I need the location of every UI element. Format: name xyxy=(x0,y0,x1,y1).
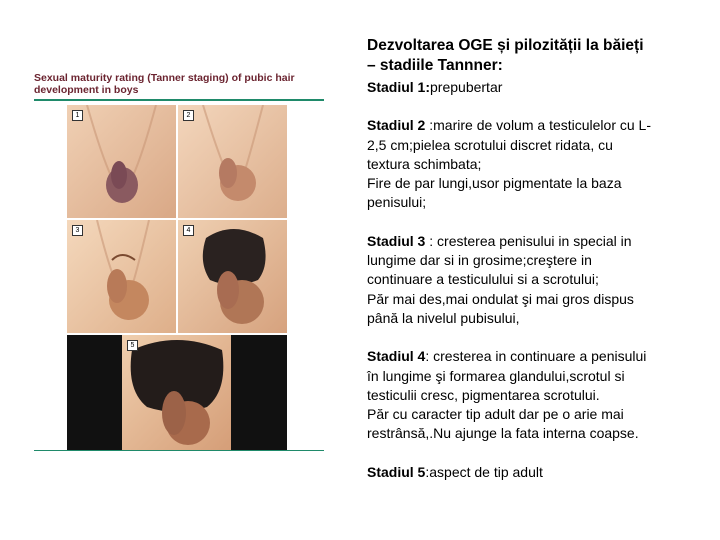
stage-1-label: Stadiul 1: xyxy=(367,79,431,95)
stage-5-number: 5 xyxy=(127,340,138,351)
stage-3-line-3: continuare a testiculului si a scrotului; xyxy=(367,271,599,288)
title-line-1: Dezvoltarea OGE și pilozității la băieți xyxy=(367,37,644,54)
stage-4-line-3: testiculii cresc, pigmentarea scrotului. xyxy=(367,386,600,403)
stage-5-text: :aspect de tip adult xyxy=(425,463,543,480)
stage-2-line-1: :marire de volum a testiculelor cu L- xyxy=(425,117,651,134)
stage-5-photo xyxy=(122,335,231,450)
stages-text xyxy=(367,36,697,501)
figure-top-rule xyxy=(34,99,324,101)
stage-2-number: 2 xyxy=(183,110,194,121)
stage-3-line-4: Păr mai des,mai ondulat şi mai gros dispus xyxy=(367,290,634,307)
stage-3-line-2: lungime dar si in grosime;creştere in xyxy=(367,252,592,269)
figure-bottom-rule xyxy=(34,450,324,451)
stage-4-photo xyxy=(178,220,287,333)
stage-3-line-5: până la nivelul pubisului, xyxy=(367,309,520,326)
stage-1-number: 1 xyxy=(72,110,83,121)
stage-4-number: 4 xyxy=(183,225,194,236)
stage-5-description xyxy=(367,463,697,482)
stage-3-line-1: : cresterea penisului in special in xyxy=(425,232,632,249)
stage-3-number: 3 xyxy=(72,225,83,236)
stage-2-line-2: 2,5 cm;pielea scrotului discret ridata, cu xyxy=(367,136,613,153)
stage-4-line-2: în lungime şi formarea glandului,scrotul si xyxy=(367,367,625,384)
panel-background-left xyxy=(67,335,122,450)
stage-1-text: prepubertar xyxy=(430,79,503,95)
stage-2-label: Stadiul 2 xyxy=(367,117,426,134)
stage-2-line-4: Fire de par lungi,usor pigmentate la baza xyxy=(367,175,622,192)
stage-4-line-4: Păr cu caracter tip adult dar pe o arie mai xyxy=(367,406,624,423)
stage-2-line-3: textura schimbata; xyxy=(367,155,482,172)
stage-2-description xyxy=(367,116,697,212)
tanner-figure xyxy=(34,68,324,454)
stage-1-description xyxy=(367,78,697,97)
stage-2-photo xyxy=(178,105,287,218)
stage-3-description xyxy=(367,232,697,328)
figure-caption: Sexual maturity rating (Tanner staging) of pubic hair development in boys xyxy=(34,72,295,96)
stage-5-label: Stadiul 5 xyxy=(367,463,426,480)
stage-4-line-5: restrânsă,.Nu ajunge la fata interna coapse. xyxy=(367,425,639,442)
panel-background-right xyxy=(231,335,287,450)
stage-4-line-1: : cresterea in continuare a penisului xyxy=(425,348,647,365)
stage-4-description xyxy=(367,347,697,443)
stage-1-photo xyxy=(67,105,176,218)
stage-4-label: Stadiul 4 xyxy=(367,348,426,365)
slide-title xyxy=(367,36,697,76)
stage-3-label: Stadiul 3 xyxy=(367,232,426,249)
stage-3-photo xyxy=(67,220,176,333)
stage-2-line-5: penisului; xyxy=(367,194,427,211)
title-line-2: – stadiile Tannner: xyxy=(367,57,503,74)
